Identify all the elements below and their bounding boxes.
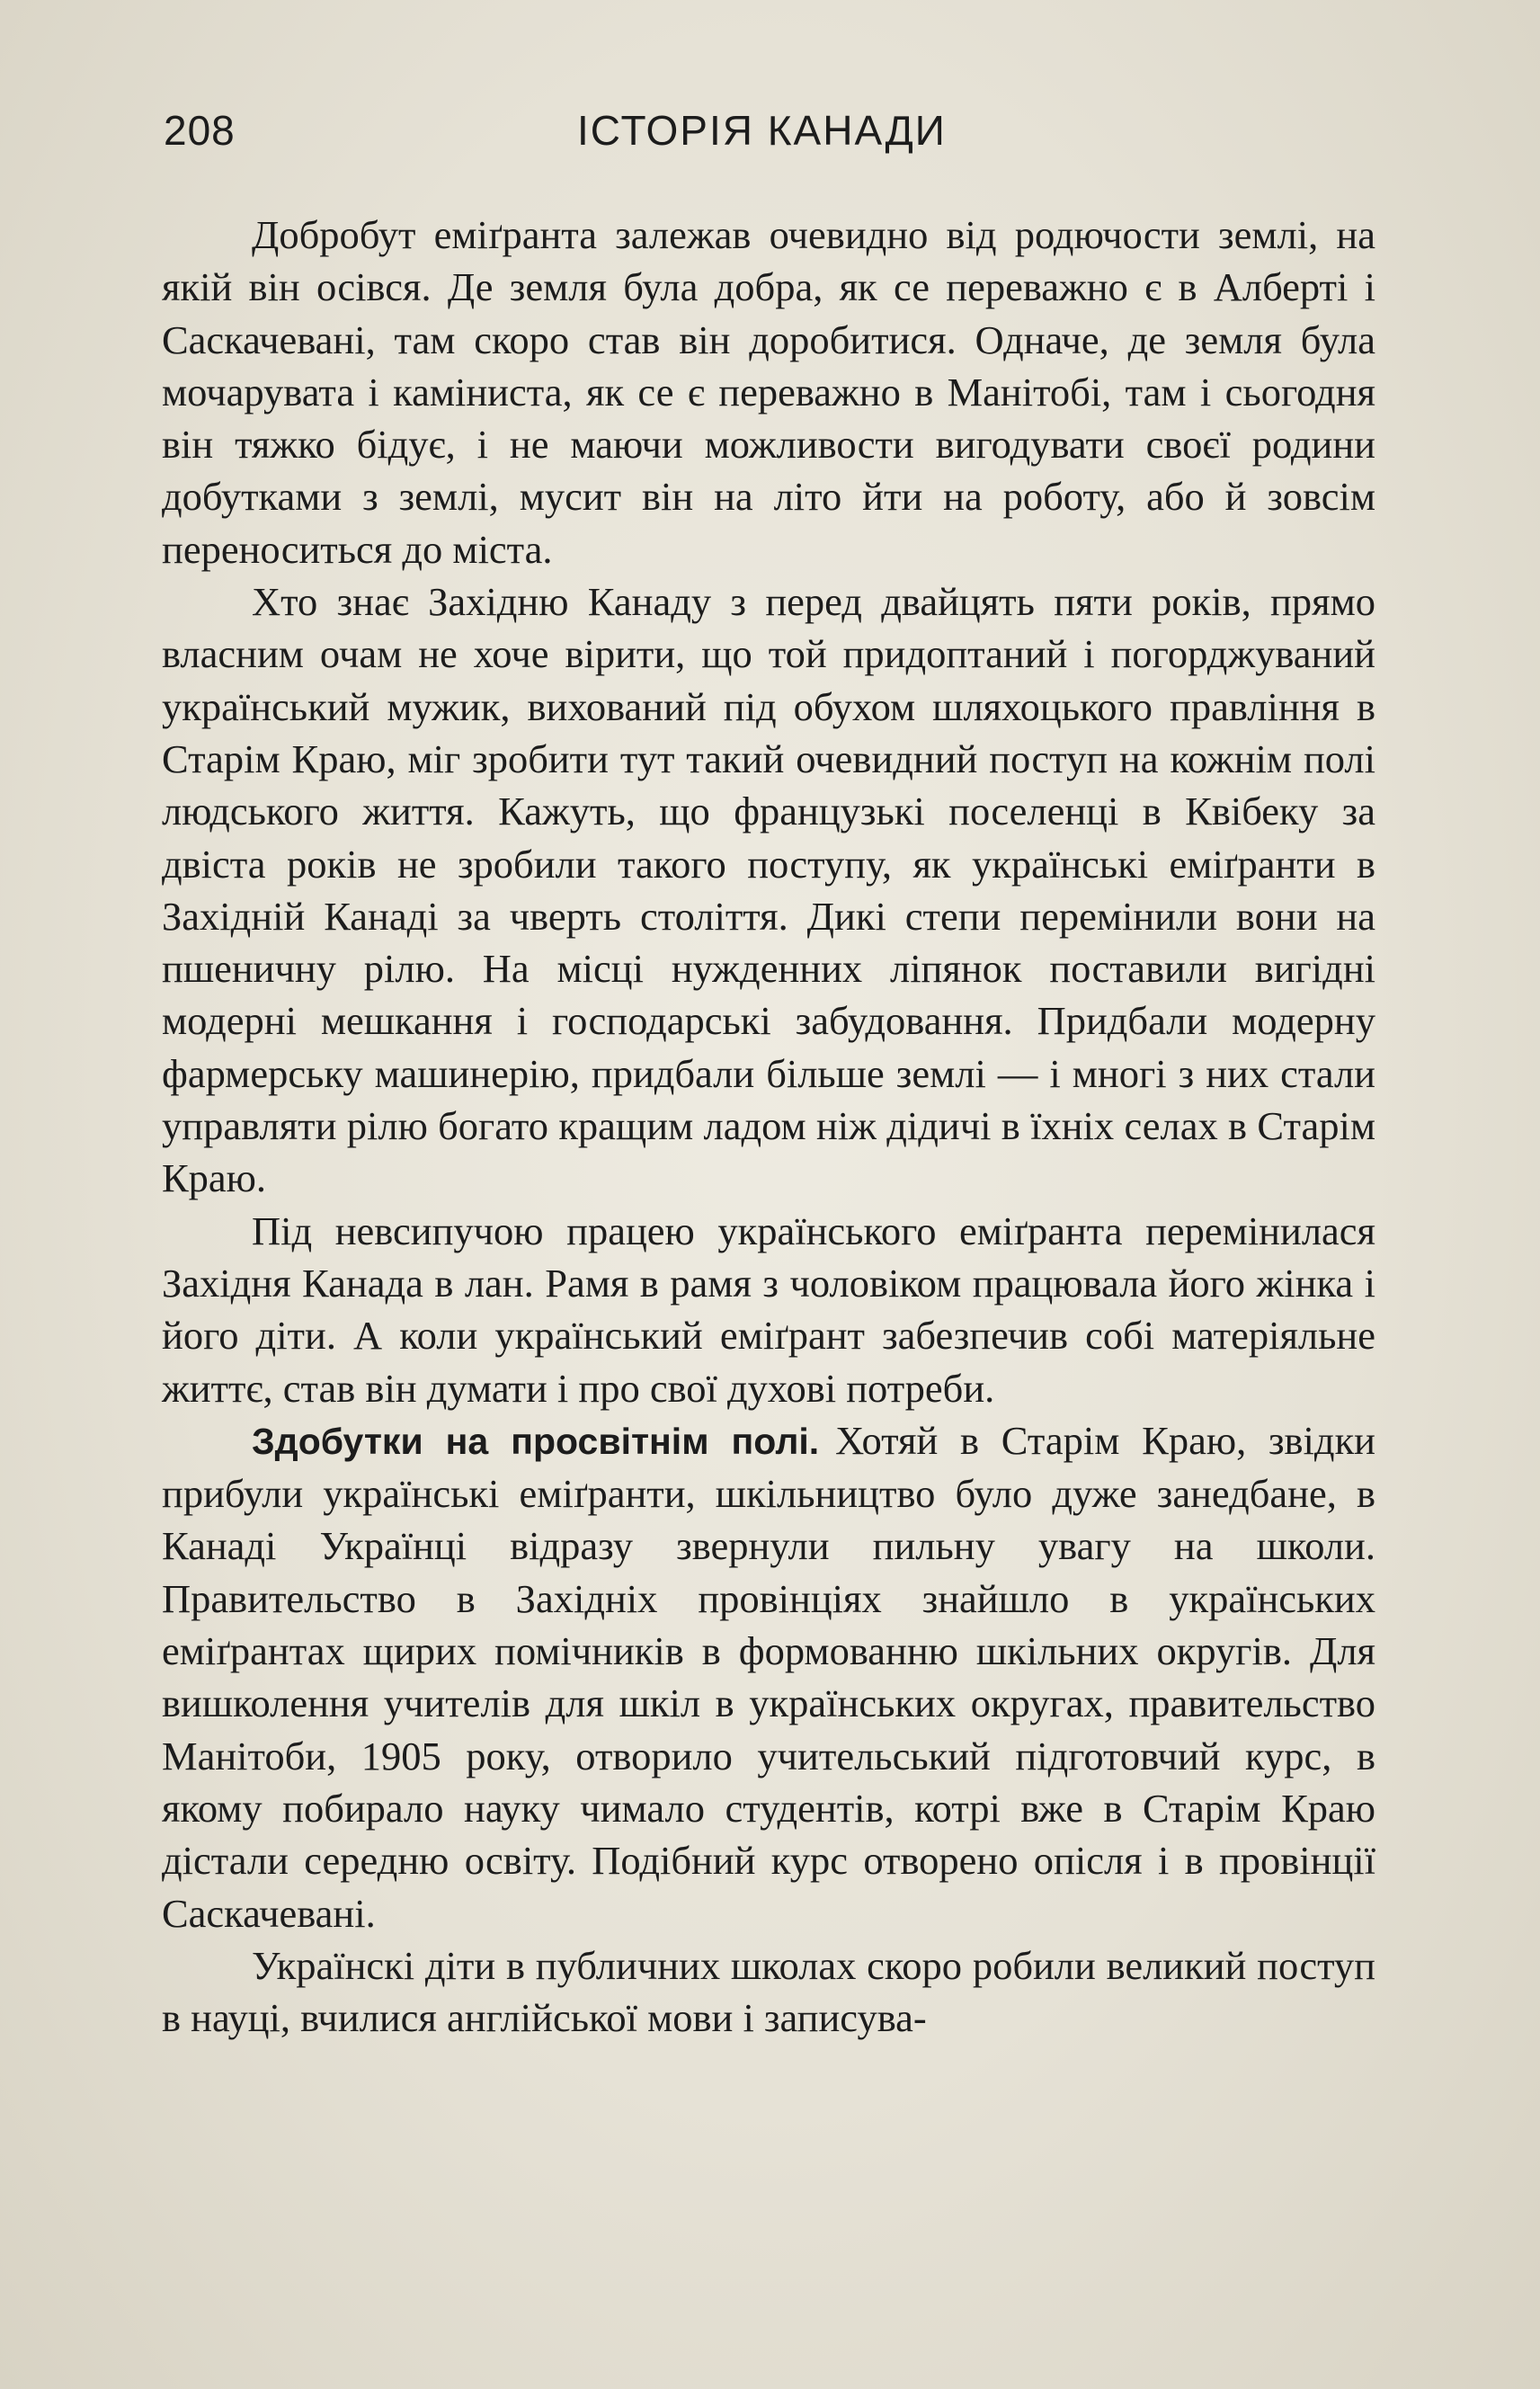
paragraph-1-text: Добробут еміґранта залежав очевидно від родючости землі, на якій він осівся. Де земля була добра, як се переважно є в Алберті і Саскачевані, там скоро став він доробитися. Одначе, де земля була мочарувата і каміниста, як се є переважно в Манітобі, там і сьогодня він тяжко бідує, і не маючи можливости вигодувати своєї родини добутками з землі, мусит він на літо йти на роботу, або й зовсім переноситься до міста. [162, 212, 1375, 572]
paragraph-4-text: Хотяй в Старім Краю, звідки прибули українські еміґранти, шкільництво було дуже занедбане, в Канаді Українці відразу звернули пильну увагу на школи. Правительство в Західніх провінціях знайшло в українських еміґрантах щирих помічників в формованню шкільних округів. Для вишколення учителів для шкіл в українських округах, правительство Манітоби, 1905 року, отворило учительський підготовчий курс, в якому побирало науку чимало студентів, котрі вже в Старім Краю дістали середню освіту. Подібний курс отворено опісля і в провінції Саскачевані. [162, 1417, 1375, 1936]
paragraph-4 [162, 1414, 1375, 1939]
running-header [164, 106, 1386, 169]
paragraph-3 [162, 1205, 1375, 1414]
paragraph-3-text: Під невсипучою працею українського еміґранта перемінилася Західня Канада в лан. Рамя в рамя з чоловіком працювала його жінка і його діти. А коли український еміґрант забезпечив собі матеріяльне життє, став він думати і про свої духові потреби. [162, 1208, 1375, 1411]
running-title: ІСТОРІЯ КАНАДИ [577, 107, 947, 154]
paragraph-1 [162, 209, 1375, 575]
section-heading: Здобутки на просвітнім полі. [252, 1420, 820, 1462]
paragraph-2-text: Хто знає Західню Канаду з перед двайцять пяти років, прямо власним очам не хоче вірити, що той придоптаний і погорджуваний український мужик, вихований під обухом шляхоцького правління в Старім Краю, міг зробити тут такий очевидний поступ на кожнім полі людського життя. Кажуть, що французькі поселенці в Квібеку за двіста років не зробили такого поступу, як українські еміґранти в Західній Канаді за чверть століття. Дикі степи перемінили вони на пшеничну рілю. На місці нужденних ліпянок поставили вигідні модерні мешкання і господарські забудовання. Придбали модерну фармерську машинерію, придбали більше землі — і многі з них стали управляти рілю богато кращим ладом ніж дідичі в їхніх селах в Старім Краю. [162, 579, 1375, 1201]
paragraph-5 [162, 1939, 1375, 2045]
page-number: 208 [164, 107, 236, 154]
body-text [162, 209, 1375, 2044]
paragraph-5-text: Українскі діти в публичних школах скоро робили великий поступ в науці, вчилися англійської мови і записува- [162, 1942, 1375, 2041]
paragraph-2 [162, 575, 1375, 1205]
